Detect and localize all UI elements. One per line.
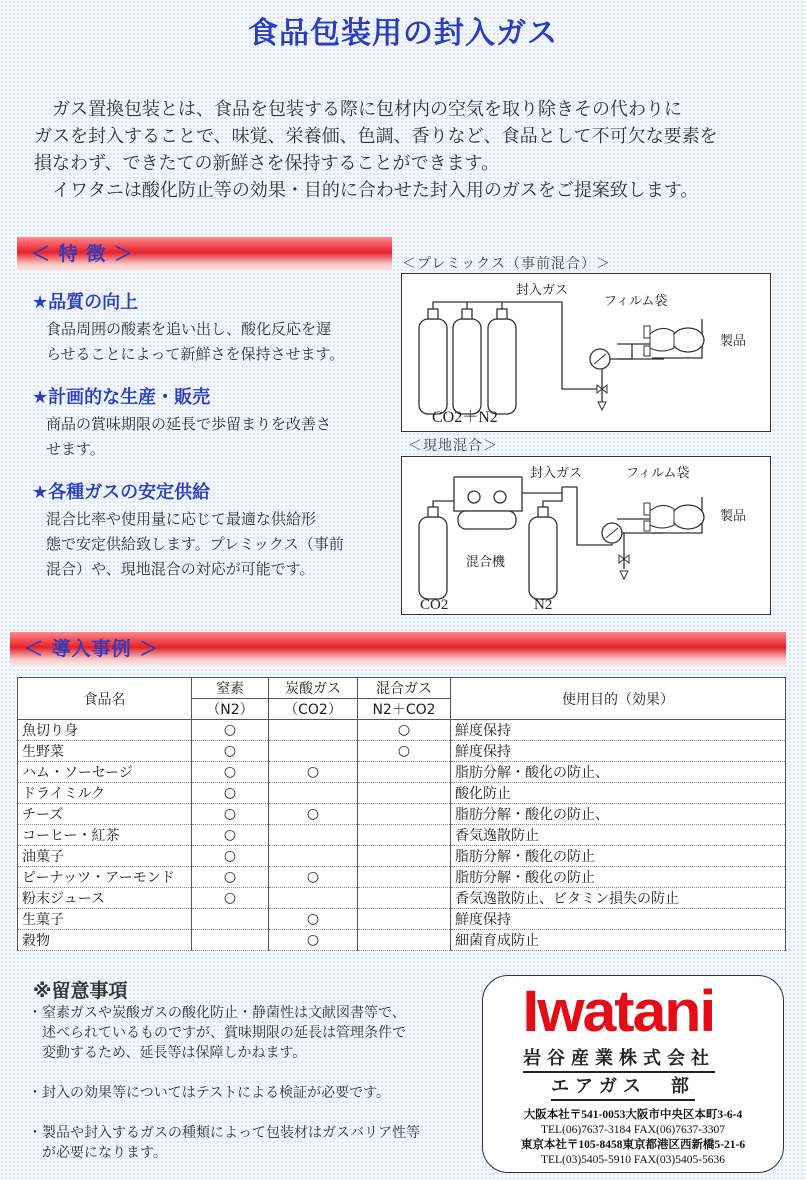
n2-label: N2 bbox=[534, 597, 553, 613]
header-co2-sub: （CO2） bbox=[269, 699, 358, 720]
cell-food: 粉末ジュース bbox=[18, 888, 192, 909]
note-line: ・製品や封入するガスの種類によって包装材はガスバリア性等 bbox=[28, 1125, 420, 1141]
cell-co2: ○ bbox=[269, 930, 358, 951]
gas-cylinder bbox=[453, 319, 481, 414]
co2-cylinder bbox=[419, 517, 447, 599]
cell-food: 油菓子 bbox=[18, 846, 192, 867]
cell-co2: ○ bbox=[269, 867, 358, 888]
cell-n2: ○ bbox=[192, 825, 269, 846]
cell-food: コーヒー・紅茶 bbox=[18, 825, 192, 846]
cell-food: チーズ bbox=[18, 804, 192, 825]
table-row bbox=[18, 762, 786, 783]
cell-purpose: 香気逸散防止、ビタミン損失の防止 bbox=[451, 888, 786, 909]
feature-line: らせることによって新鮮さを保持させます。 bbox=[46, 345, 345, 363]
feature-title: ★各種ガスの安定供給 bbox=[32, 482, 211, 503]
cell-n2: ○ bbox=[192, 804, 269, 825]
cell-mix bbox=[358, 762, 451, 783]
cell-food: 穀物 bbox=[18, 930, 192, 951]
cell-co2 bbox=[269, 783, 358, 804]
cell-purpose: 脂肪分解・酸化の防止 bbox=[451, 846, 786, 867]
film-bag-icon bbox=[672, 505, 704, 529]
cell-mix: ○ bbox=[358, 720, 451, 741]
cell-co2: ○ bbox=[269, 909, 358, 930]
cases-table-body bbox=[18, 720, 786, 951]
cell-food: ピーナッツ・アーモンド bbox=[18, 867, 192, 888]
table-row bbox=[18, 783, 786, 804]
department-name: エアガス 部 bbox=[551, 1072, 695, 1101]
feature-line: 混合比率や使用量に応じて最適な供給形 bbox=[46, 510, 317, 528]
table-row bbox=[18, 804, 786, 825]
cell-n2: ○ bbox=[192, 846, 269, 867]
company-box bbox=[482, 975, 784, 1173]
cell-food: 生野菜 bbox=[18, 741, 192, 762]
cell-purpose: 香気逸散防止 bbox=[451, 825, 786, 846]
gauge-icon bbox=[494, 491, 506, 503]
cell-purpose: 鮮度保持 bbox=[451, 909, 786, 930]
product-label: 製品 bbox=[720, 509, 747, 524]
tokyo-tel: TEL(03)5405-5910 FAX(03)5405-5636 bbox=[540, 1154, 726, 1166]
osaka-tel: TEL(06)7637-3184 FAX(06)7637-3307 bbox=[540, 1124, 726, 1136]
intro-paragraph bbox=[34, 96, 779, 204]
note-line: ・封入の効果等についてはテストによる検証が必要です。 bbox=[28, 1085, 391, 1101]
feature-line: 食品周囲の酸素を追い出し、酸化反応を遅 bbox=[46, 320, 332, 338]
feature-line: 態で安定供給致します。プレミックス（事前 bbox=[46, 535, 344, 553]
intro-line: ガス置換包装とは、食品を包装する際に包材内の空気を取り除きその代わりに bbox=[34, 99, 682, 120]
header-co2: 炭酸ガス bbox=[269, 678, 358, 699]
premix-diagram-title: ＜プレミックス（事前混合）＞ bbox=[402, 256, 612, 272]
notes-heading: ※留意事項 bbox=[33, 980, 128, 1002]
cell-co2 bbox=[269, 888, 358, 909]
onsite-diagram-title: ＜現地混合＞ bbox=[408, 438, 498, 454]
cell-purpose: 脂肪分解・酸化の防止 bbox=[451, 867, 786, 888]
cylinder-label: CO2＋N2 bbox=[432, 409, 498, 426]
feature-body bbox=[32, 317, 387, 367]
gas-label: 封入ガス bbox=[516, 283, 569, 298]
cell-purpose: 鮮度保持 bbox=[451, 741, 786, 762]
cell-food: ハム・ソーセージ bbox=[18, 762, 192, 783]
cases-table bbox=[17, 677, 786, 951]
film-bag-icon bbox=[672, 328, 704, 352]
cell-purpose: 細菌育成防止 bbox=[451, 930, 786, 951]
cell-mix bbox=[358, 867, 451, 888]
table-row bbox=[18, 741, 786, 762]
note-line: が必要になります。 bbox=[28, 1145, 167, 1161]
osaka-address: 大阪本社〒541-0053大阪市中央区本町3-6-4 bbox=[523, 1109, 743, 1121]
cases-heading-bar: ＜ 導入事例 ＞ bbox=[10, 632, 786, 666]
gauge-icon bbox=[468, 491, 480, 503]
cell-n2: ○ bbox=[192, 783, 269, 804]
company-logo: Iwatani bbox=[522, 979, 715, 1044]
co2-label: CO2 bbox=[420, 597, 449, 613]
cell-n2: ○ bbox=[192, 741, 269, 762]
gas-cylinder bbox=[488, 319, 516, 414]
table-row bbox=[18, 846, 786, 867]
feature-line: せます。 bbox=[46, 440, 105, 458]
feature-line: 商品の賞味期限の延長で歩留まりを改善さ bbox=[46, 415, 332, 433]
product-label: 製品 bbox=[720, 334, 747, 349]
table-row bbox=[18, 720, 786, 741]
onsite-diagram bbox=[401, 456, 771, 615]
cell-mix bbox=[358, 909, 451, 930]
features-list bbox=[32, 288, 387, 582]
feature-title: ★計画的な生産・販売 bbox=[32, 387, 211, 408]
feature-body bbox=[32, 507, 387, 582]
bag-label: フィルム袋 bbox=[604, 294, 668, 309]
cell-co2 bbox=[269, 741, 358, 762]
feature-line: 混合）や、現地混合の対応が可能です。 bbox=[46, 560, 315, 578]
intro-line: イワタニは酸化防止等の効果・目的に合わせた封入用のガスをご提案致します。 bbox=[34, 180, 699, 201]
cell-co2 bbox=[269, 720, 358, 741]
cell-n2 bbox=[192, 930, 269, 951]
cell-co2: ○ bbox=[269, 804, 358, 825]
mixer-unit bbox=[454, 477, 522, 511]
cell-mix: ○ bbox=[358, 741, 451, 762]
cell-n2: ○ bbox=[192, 720, 269, 741]
header-purpose: 使用目的（効果） bbox=[451, 678, 786, 720]
premix-diagram bbox=[401, 273, 771, 432]
note-line: 述べられているものですが、賞味期限の延長は管理条件で bbox=[28, 1025, 406, 1041]
table-row bbox=[18, 909, 786, 930]
cell-co2 bbox=[269, 825, 358, 846]
intro-line: ガスを封入することで、味覚、栄養価、色調、香りなど、食品として不可欠な要素を bbox=[34, 126, 718, 147]
cell-mix bbox=[358, 783, 451, 804]
header-n2-sub: （N2） bbox=[192, 699, 269, 720]
table-row bbox=[18, 930, 786, 951]
onsite-schematic bbox=[402, 457, 770, 614]
header-mix: 混合ガス bbox=[358, 678, 451, 699]
notes-list bbox=[28, 1003, 478, 1163]
cell-n2: ○ bbox=[192, 867, 269, 888]
table-row bbox=[18, 867, 786, 888]
intro-line: 損なわず、できたての新鮮さを保持することができます。 bbox=[34, 153, 500, 174]
gas-label: 封入ガス bbox=[530, 466, 583, 481]
gas-cylinder bbox=[419, 319, 447, 414]
table-row bbox=[18, 825, 786, 846]
header-food: 食品名 bbox=[18, 678, 192, 720]
cell-co2: ○ bbox=[269, 762, 358, 783]
cell-purpose: 脂肪分解・酸化の防止、 bbox=[451, 762, 786, 783]
note-line: ・窒素ガスや炭酸ガスの酸化防止・静菌性は文献図書等で、 bbox=[28, 1005, 406, 1021]
cell-purpose: 鮮度保持 bbox=[451, 720, 786, 741]
cell-food: 魚切り身 bbox=[18, 720, 192, 741]
cell-n2: ○ bbox=[192, 888, 269, 909]
feature-title: ★品質の向上 bbox=[32, 292, 139, 313]
table-row bbox=[18, 888, 786, 909]
cell-n2 bbox=[192, 909, 269, 930]
header-n2: 窒素 bbox=[192, 678, 269, 699]
bag-label: フィルム袋 bbox=[626, 466, 690, 481]
page-title: 食品包装用の封入ガス bbox=[248, 16, 558, 51]
company-addresses bbox=[483, 1108, 783, 1168]
n2-cylinder bbox=[529, 517, 557, 599]
cell-food: ドライミルク bbox=[18, 783, 192, 804]
features-heading-bar: ＜ 特 徴 ＞ bbox=[17, 237, 392, 271]
cell-mix bbox=[358, 846, 451, 867]
tokyo-address: 東京本社〒105-8458東京都港区西新橋5-21-6 bbox=[520, 1139, 746, 1151]
cell-mix bbox=[358, 804, 451, 825]
cell-mix bbox=[358, 825, 451, 846]
cell-mix bbox=[358, 930, 451, 951]
mixer-label: 混合機 bbox=[466, 555, 506, 570]
cell-purpose: 酸化防止 bbox=[451, 783, 786, 804]
cell-food: 生菓子 bbox=[18, 909, 192, 930]
header-mix-sub: N2＋CO2 bbox=[358, 699, 451, 720]
cell-mix bbox=[358, 888, 451, 909]
note-line: 変動するため、延長等は保障しかねます。 bbox=[28, 1045, 307, 1061]
feature-body bbox=[32, 412, 387, 462]
company-name: 岩谷産業株式会社 bbox=[523, 1044, 715, 1073]
cell-n2: ○ bbox=[192, 762, 269, 783]
cell-purpose: 脂肪分解・酸化の防止、 bbox=[451, 804, 786, 825]
cell-co2 bbox=[269, 846, 358, 867]
